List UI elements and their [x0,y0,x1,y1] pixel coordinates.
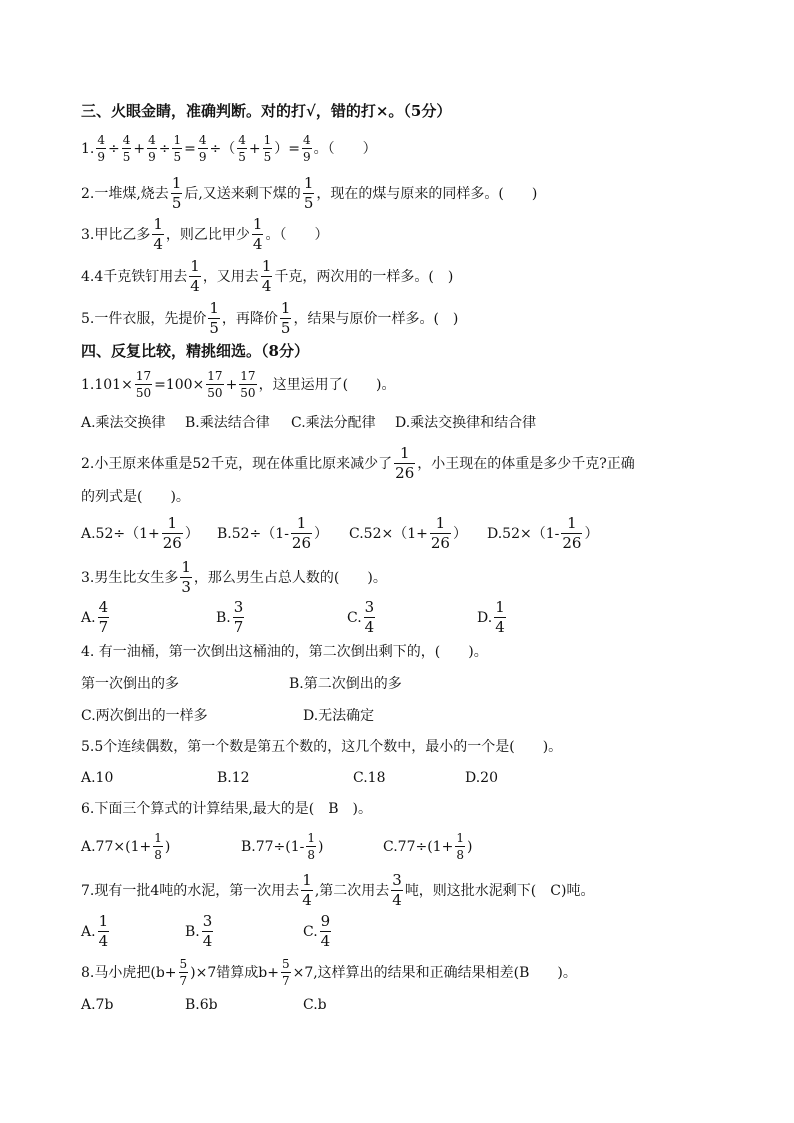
option-c[interactable]: C. $\frac{9}{4}$ [303,912,331,950]
answer-blank[interactable]: 吨，则这批水泥剩下( C)吨。 [404,882,595,899]
operator: ÷ [158,140,171,157]
fraction: $\frac{1}{3}$ [181,558,191,596]
operator: + [248,140,261,157]
fraction: $\frac{1}{4}$ [302,871,312,909]
option-c[interactable]: C.乘法分配律 [291,415,376,431]
answer-blank[interactable]: 。（ ） [313,140,377,157]
s3-question-5: 5.一件衣服，先提价 $\frac{1}{5}$ ，再降价 $\frac{1}{5}$ ，结果与原价一样多。( ) [81,299,459,337]
option-b[interactable]: B.77÷(1- $\frac{1}{8}$ ) [241,831,324,862]
fraction: $\frac{1}{5}$ [209,299,219,337]
option-b[interactable]: B.第二次倒出的多 [289,676,402,692]
fraction: $\frac{1}{4}$ [261,257,272,295]
option-d[interactable]: D.52×（1- $\frac{1}{26}$ ） [487,514,599,552]
fraction: $\frac{3}{7}$ [233,598,244,636]
fraction: $\frac{4}{5}$ [122,133,131,164]
fraction: $\frac{1}{5}$ [171,174,182,212]
fraction: $\frac{1}{26}$ [562,514,582,552]
option-b[interactable]: B.52÷（1- $\frac{1}{26}$ ） [217,514,329,552]
s4-question-8: 8.马小虎把(b+ $\frac{5}{7}$ )×7错算成b+ $\frac{5}{7}$ ×7,这样算出的结果和正确结果相差(B )。 [81,957,577,988]
s4-question-6 [81,802,754,816]
fraction: $\frac{1}{4}$ [252,215,263,253]
s4-question-4 [81,645,754,659]
option-c[interactable]: C.52×（1+ $\frac{1}{26}$ ） [349,514,467,552]
s3-question-1 [81,134,754,163]
operator: + [133,140,146,157]
option-b[interactable]: B.12 [217,770,250,786]
fraction: $\frac{1}{5}$ [263,133,272,164]
s3-question-2: 2.一堆煤,烧去 $\frac{1}{5}$ 后,又送来剩下煤的 $\frac{1}{5}$ ，现在的煤与原来的同样多。( ) [81,174,538,212]
fraction: $\frac{4}{9}$ [97,133,105,164]
s4-question-1: 1.101× $\frac{17}{50}$ =100× $\frac{17}{50}$ + $\frac{17}{50}$ ，这里运用了( )。 [81,369,396,400]
option-b[interactable]: B.乘法结合律 [185,415,270,431]
operator: ÷ [108,140,120,157]
fraction: $\frac{1}{8}$ [154,831,162,862]
option-b[interactable]: B. $\frac{3}{4}$ [185,912,213,950]
operator: = [184,140,196,157]
fraction: $\frac{4}{9}$ [198,133,207,164]
fraction: $\frac{1}{26}$ [162,514,182,552]
option-a[interactable]: A.52÷（1+ $\frac{1}{26}$ ） [81,514,199,552]
fraction: $\frac{4}{5}$ [238,133,246,164]
option-b[interactable]: B.6b [185,997,218,1013]
s4-q4-options-row2 [81,709,754,723]
fraction: $\frac{17}{50}$ [135,369,152,400]
answer-blank[interactable]: 。（ ） [265,226,329,243]
fraction: $\frac{9}{4}$ [320,912,331,950]
s4-question-2: 2.小王原来体重是52千克，现在体重比原来减少了 $\frac{1}{26}$ ，小王现在的体重是多少千克?正确 [81,444,635,482]
fraction: $\frac{1}{26}$ [430,514,450,552]
section4-heading [81,344,754,359]
option-c[interactable]: C.b [303,997,327,1013]
s4-question-3: 3.男生比女生多 $\frac{1}{3}$ ，那么男生占总人数的( )。 [81,558,387,596]
fraction: $\frac{1}{4}$ [98,912,109,950]
fraction: $\frac{1}{8}$ [307,831,316,862]
option-a[interactable]: A. $\frac{1}{4}$ [81,912,109,950]
answer-blank[interactable]: 的列式是( )。 [81,489,190,505]
s4-question-5 [81,740,754,754]
option-d[interactable]: D.无法确定 [303,708,375,724]
fraction: $\frac{1}{5}$ [280,299,291,337]
fraction: $\frac{1}{26}$ [395,444,415,482]
fraction: $\frac{1}{4}$ [190,257,200,295]
fraction: $\frac{1}{4}$ [153,215,163,253]
option-c[interactable]: C.两次倒出的一样多 [81,708,208,724]
s4-q5-options [81,771,754,785]
section3-heading [81,104,754,119]
option-d[interactable]: D.20 [465,770,498,786]
option-a[interactable]: A.乘法交换律 [81,415,166,431]
option-c[interactable]: C. $\frac{3}{4}$ [347,598,375,636]
s3-question-4: 4.4千克铁钉用去 $\frac{1}{4}$ ，又用去 $\frac{1}{4}$ 千克，两次用的一样多。( ) [81,257,454,295]
option-b[interactable]: B. $\frac{3}{7}$ [216,598,244,636]
s4-question-2-continued [81,490,754,504]
fraction: $\frac{3}{4}$ [364,598,375,636]
section3-title: 三、火眼金睛，准确判断。对的打√，错的打×。（5分） [81,102,452,120]
option-a[interactable]: A.10 [81,770,114,786]
s4-q8-options [81,998,754,1012]
fraction: $\frac{4}{9}$ [302,133,311,164]
option-c[interactable]: C.18 [353,770,386,786]
fraction: $\frac{5}{7}$ [179,957,188,988]
fraction: $\frac{17}{50}$ [207,369,223,400]
fraction: $\frac{17}{50}$ [240,369,256,400]
s4-q1-options [81,416,754,430]
option-d[interactable]: D.乘法交换律和结合律 [395,415,537,431]
s4-q4-options-row1 [81,677,754,691]
s4-q2-options [81,516,754,551]
option-d[interactable]: D. $\frac{1}{4}$ [477,598,505,636]
q-number: 1. [81,140,95,157]
answer-blank[interactable]: ，结果与原价一样多。( ) [293,310,459,327]
s4-q6-options [81,832,754,861]
answer-blank[interactable]: ，现在的煤与原来的同样多。( ) [316,185,538,202]
answer-blank[interactable]: 千克，两次用的一样多。( ) [274,268,454,285]
fraction: $\frac{1}{5}$ [173,133,182,164]
fraction: $\frac{1}{8}$ [456,831,464,862]
option-c[interactable]: C.77÷(1+ $\frac{1}{8}$ ) [383,831,473,862]
fraction: $\frac{3}{4}$ [392,871,402,909]
fraction: $\frac{5}{7}$ [281,957,290,988]
fraction: $\frac{1}{5}$ [303,174,314,212]
option-a[interactable]: A.77×(1+ $\frac{1}{8}$ ) [81,831,171,862]
s3-question-3: 3.甲比乙多 $\frac{1}{4}$ ，则乙比甲少 $\frac{1}{4}$ 。（ ） [81,215,329,253]
s4-question-7: 7.现有一批4吨的水泥，第一次用去 $\frac{1}{4}$ ,第二次用去 $\frac{3}{4}$ 吨，则这批水泥剩下( C)吨。 [81,871,595,909]
fraction: $\frac{1}{26}$ [291,514,312,552]
option-a[interactable]: A. $\frac{4}{7}$ [81,598,109,636]
s4-q7-options [81,914,754,949]
fraction: $\frac{3}{4}$ [202,912,213,950]
operator: ）= [274,140,300,157]
option-a[interactable]: A.7b [81,997,114,1013]
answer-blank[interactable]: ，那么男生占总人数的( )。 [193,569,387,586]
question-text: 6.下面三个算式的计算结果,最大的是( B )。 [81,801,373,817]
option-a[interactable]: 第一次倒出的多 [81,676,179,692]
fraction: $\frac{1}{4}$ [495,598,505,636]
section4-title: 四、反复比较，精挑细选。（8分） [81,342,309,360]
s4-q3-options [81,600,754,635]
question-text: 5.5个连续偶数，第一个数是第五个数的，这几个数中，最小的一个是( )。 [81,739,563,755]
operator: ÷（ [209,140,236,157]
fraction: $\frac{4}{9}$ [148,133,156,164]
answer-blank[interactable]: ×7,这样算出的结果和正确结果相差(B )。 [292,964,577,981]
fraction: $\frac{4}{7}$ [98,598,109,636]
answer-blank[interactable]: ，这里运用了( )。 [258,376,396,393]
question-text: 4. 有一油桶，第一次倒出这桶油的，第二次倒出剩下的，( )。 [81,644,488,660]
